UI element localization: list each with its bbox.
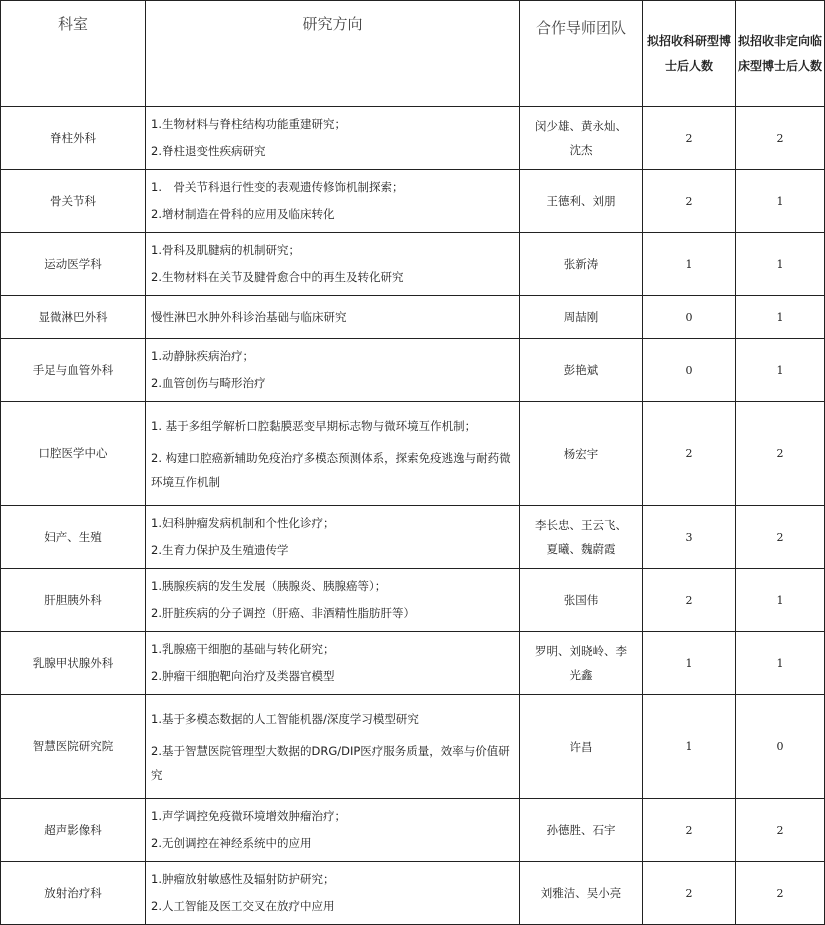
clinical-count-cell: 2: [736, 799, 825, 862]
research-count-cell: 0: [643, 339, 736, 402]
team-cell: 彭艳斌: [520, 339, 643, 402]
direction-line: 1.基于多模态数据的人工智能机器/深度学习模型研究: [151, 711, 419, 726]
direction-line: 2.生物材料在关节及腱骨愈合中的再生及转化研究: [151, 270, 404, 284]
dept-cell: 脊柱外科: [1, 107, 146, 170]
direction-cell: [146, 170, 520, 233]
team-cell: 罗明、刘晓岭、李光鑫: [520, 632, 643, 695]
team-cell: 周喆刚: [520, 296, 643, 339]
header-team: 合作导师团队: [520, 1, 643, 107]
table-row: [1, 402, 825, 506]
dept-cell: 超声影像科: [1, 799, 146, 862]
research-count-cell: 1: [643, 695, 736, 799]
research-count-cell: 1: [643, 632, 736, 695]
dept-cell: 肝胆胰外科: [1, 569, 146, 632]
table-row: [1, 296, 825, 339]
direction-line: 1. 基于多组学解析口腔黏膜恶变早期标志物与微环境互作机制；: [151, 418, 477, 433]
direction-cell: [146, 296, 520, 339]
direction-cell: [146, 862, 520, 925]
clinical-count-cell: 1: [736, 233, 825, 296]
header-postdoc-research: 拟招收科研型博士后人数: [643, 1, 736, 107]
header-postdoc-clinical: 拟招收非定向临床型博士后人数: [736, 1, 825, 107]
team-cell: 张国伟: [520, 569, 643, 632]
direction-line: 1.肿瘤放射敏感性及辐射防护研究；: [151, 872, 335, 886]
team-cell: 李长忠、王云飞、夏曦、魏蔚霞: [520, 506, 643, 569]
direction-line: 1.妇科肿瘤发病机制和个性化诊疗；: [151, 516, 335, 530]
team-cell: 许昌: [520, 695, 643, 799]
dept-cell: 显微淋巴外科: [1, 296, 146, 339]
dept-cell: 乳腺甲状腺外科: [1, 632, 146, 695]
clinical-count-cell: 2: [736, 402, 825, 506]
dept-cell: 口腔医学中心: [1, 402, 146, 506]
direction-cell: [146, 569, 520, 632]
direction-cell: [146, 632, 520, 695]
direction-cell: [146, 402, 520, 506]
team-cell: 孙德胜、石宇: [520, 799, 643, 862]
direction-line: 1.胰腺疾病的发生发展（胰腺炎、胰腺癌等）；: [151, 579, 387, 593]
team-cell: 王德利、刘朋: [520, 170, 643, 233]
direction-cell: [146, 233, 520, 296]
direction-line: 2. 构建口腔癌新辅助免疫治疗多模态预测体系，探索免疫逃逸与耐药微环境互作机制: [151, 450, 511, 489]
dept-cell: 运动医学科: [1, 233, 146, 296]
dept-cell: 骨关节科: [1, 170, 146, 233]
table-row: [1, 632, 825, 695]
team-cell: 张新涛: [520, 233, 643, 296]
clinical-count-cell: 1: [736, 339, 825, 402]
header-dept: 科室: [1, 1, 146, 107]
direction-cell: [146, 339, 520, 402]
direction-line: 2.肿瘤干细胞靶向治疗及类器官模型: [151, 669, 335, 683]
clinical-count-cell: 1: [736, 296, 825, 339]
direction-line: 1.乳腺癌干细胞的基础与转化研究；: [151, 642, 335, 656]
table-row: [1, 233, 825, 296]
clinical-count-cell: 1: [736, 569, 825, 632]
direction-line: 1.骨科及肌腱病的机制研究；: [151, 243, 300, 257]
table-row: [1, 799, 825, 862]
dept-cell: 手足与血管外科: [1, 339, 146, 402]
direction-line: 2.肝脏疾病的分子调控（肝癌、非酒精性脂肪肝等）: [151, 606, 415, 620]
clinical-count-cell: 1: [736, 170, 825, 233]
clinical-count-cell: 2: [736, 107, 825, 170]
research-count-cell: 3: [643, 506, 736, 569]
direction-line: 2.脊柱退变性疾病研究: [151, 144, 266, 158]
clinical-count-cell: 2: [736, 862, 825, 925]
table-row: [1, 339, 825, 402]
research-count-cell: 2: [643, 170, 736, 233]
direction-line: 2.生育力保护及生殖遗传学: [151, 543, 289, 557]
research-count-cell: 1: [643, 233, 736, 296]
direction-cell: [146, 107, 520, 170]
clinical-count-cell: 2: [736, 506, 825, 569]
direction-cell: [146, 799, 520, 862]
research-count-cell: 0: [643, 296, 736, 339]
table-row: [1, 170, 825, 233]
direction-line: 1. 骨关节科退行性变的表观遗传修饰机制探索；: [151, 180, 404, 194]
research-count-cell: 2: [643, 569, 736, 632]
direction-line: 2.增材制造在骨科的应用及临床转化: [151, 207, 335, 221]
table-row: [1, 695, 825, 799]
direction-cell: [146, 506, 520, 569]
direction-cell: [146, 695, 520, 799]
clinical-count-cell: 0: [736, 695, 825, 799]
header-row: [1, 1, 825, 107]
direction-line: 1.生物材料与脊柱结构功能重建研究；: [151, 117, 346, 131]
direction-line: 2.人工智能及医工交叉在放疗中应用: [151, 899, 335, 913]
table-row: [1, 107, 825, 170]
table-row: [1, 506, 825, 569]
direction-line: 2.血管创伤与畸形治疗: [151, 376, 266, 390]
research-count-cell: 2: [643, 862, 736, 925]
direction-line: 慢性淋巴水肿外科诊治基础与临床研究: [151, 309, 347, 324]
header-direction: 研究方向: [146, 1, 520, 107]
direction-line: 1.声学调控免疫微环境增效肿瘤治疗；: [151, 809, 346, 823]
table-row: [1, 569, 825, 632]
research-count-cell: 2: [643, 799, 736, 862]
direction-line: 2.基于智慧医院管理型大数据的DRG/DIP医疗服务质量，效率与价值研究: [151, 743, 510, 782]
research-count-cell: 2: [643, 107, 736, 170]
team-cell: 刘雅洁、吴小亮: [520, 862, 643, 925]
dept-cell: 放射治疗科: [1, 862, 146, 925]
dept-cell: 妇产、生殖: [1, 506, 146, 569]
dept-cell: 智慧医院研究院: [1, 695, 146, 799]
direction-line: 1.动静脉疾病治疗；: [151, 349, 254, 363]
clinical-count-cell: 1: [736, 632, 825, 695]
team-cell: 闵少雄、黄永灿、沈杰: [520, 107, 643, 170]
table-row: [1, 862, 825, 925]
direction-line: 2.无创调控在神经系统中的应用: [151, 836, 312, 850]
team-cell: 杨宏宇: [520, 402, 643, 506]
research-count-cell: 2: [643, 402, 736, 506]
